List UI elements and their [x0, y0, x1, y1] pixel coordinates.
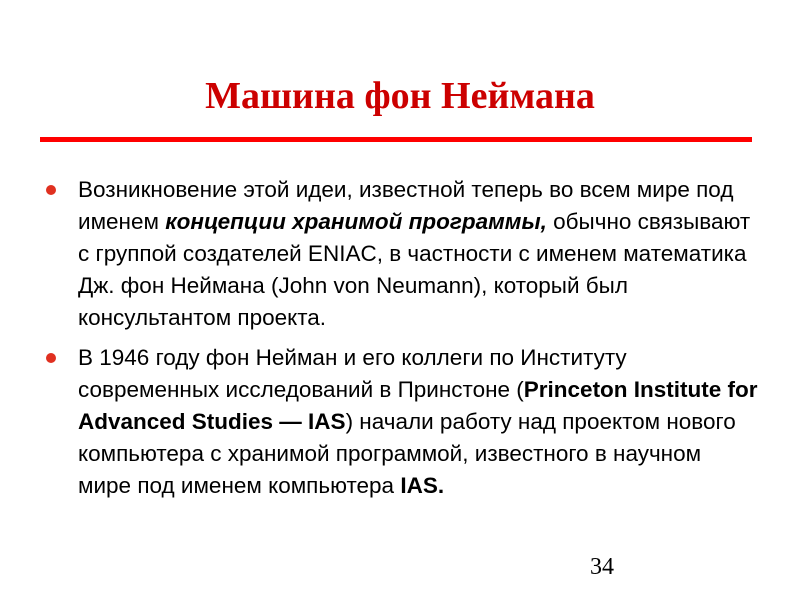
bullet-item	[40, 174, 760, 334]
bullet-text: обычно связывают с группой создателей ENIAC, в частности с именем математика Дж. фон Неймана (John von Neumann), который был консультантом проекта.	[78, 209, 751, 330]
bullet-emphasis: Princeton Institute for Advanced Studies — IAS	[78, 377, 758, 434]
bullet-text: ) начали работу над проектом нового компьютера с хранимой программой, известного в научном мире под именем компьютера	[78, 409, 736, 498]
title-divider	[40, 137, 752, 142]
bullet-text: Возникновение этой идеи, известной теперь во всем мире под именем	[78, 177, 734, 234]
page-number: 34	[590, 554, 614, 580]
bullet-emphasis: концепции хранимой программы,	[165, 209, 547, 234]
bullet-text: В 1946 году фон Нейман и его коллеги по Институту современных исследований в Принстоне (	[78, 345, 627, 402]
bullet-item	[40, 342, 760, 502]
bullet-dot-icon	[46, 353, 56, 363]
bullet-dot-icon	[46, 185, 56, 195]
slide-title: Машина фон Неймана	[205, 75, 595, 117]
bullet-emphasis: IAS.	[400, 473, 445, 498]
bullet-list	[40, 174, 760, 510]
